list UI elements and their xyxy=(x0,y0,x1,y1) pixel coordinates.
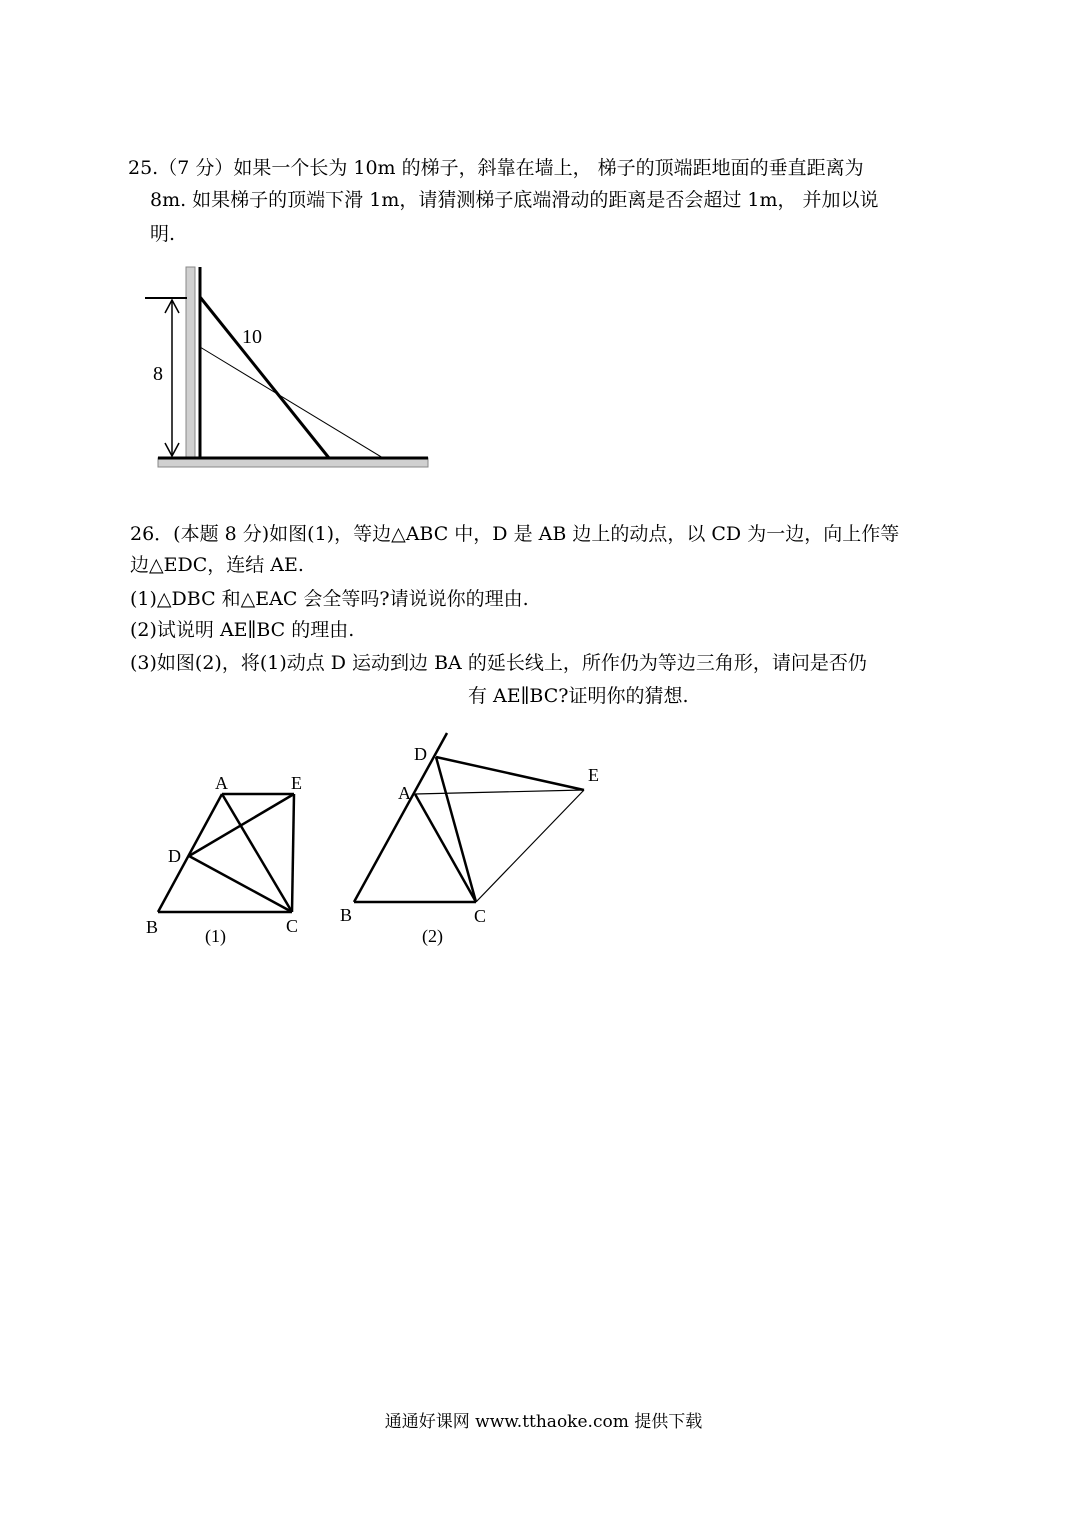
fig1-caption: (1) xyxy=(205,926,226,946)
edge-AE xyxy=(415,790,584,794)
fig1-label-E: E xyxy=(291,773,302,793)
edge-BA-extended xyxy=(354,733,447,902)
q26-part-3-line-1: (3)如图(2)，将(1)动点 D 运动到边 BA 的延长线上，所作仍为等边三角形，请问是否仍 xyxy=(130,652,867,674)
ladder-length-label: 10 xyxy=(242,326,262,348)
fig2-label-A: A xyxy=(398,783,411,803)
edge-EC xyxy=(476,790,584,902)
fig2-label-B: B xyxy=(340,905,353,925)
q26-line-1: 26．(本题 8 分)如图(1)，等边△ABC 中，D 是 AB 边上的动点，以 CD 为一边，向上作等 xyxy=(130,523,900,545)
q26-part-1: (1)△DBC 和△EAC 会全等吗?请说说你的理由. xyxy=(130,588,529,610)
edge-DE xyxy=(436,757,584,790)
fig2-label-E: E xyxy=(588,765,599,785)
fig2-label-C: C xyxy=(474,906,487,926)
fig1-label-C: C xyxy=(286,916,299,936)
edge-DC xyxy=(436,757,476,902)
fig1-label-B: B xyxy=(146,917,159,937)
edge-AC xyxy=(415,794,476,902)
fig2-caption: (2) xyxy=(422,926,443,946)
q25-line-2: 8m. 如果梯子的顶端下滑 1m，请猜测梯子底端滑动的距离是否会超过 1m， 并加以说 xyxy=(150,189,879,211)
q26-part-3-line-2: 有 AE∥BC?证明你的猜想. xyxy=(468,685,689,707)
q25-line-3: 明. xyxy=(150,223,176,245)
q26-part-2: (2)试说明 AE∥BC 的理由. xyxy=(130,619,355,641)
q25-line-1: 25.（7 分）如果一个长为 10m 的梯子，斜靠在墙上， 梯子的顶端距地面的垂直距离为 xyxy=(128,157,864,179)
fig1-label-A: A xyxy=(215,773,228,793)
fig1-label-D: D xyxy=(168,846,181,866)
fig2-label-D: D xyxy=(414,744,427,764)
height-label: 8 xyxy=(153,363,163,385)
q26-line-2: 边△EDC，连结 AE. xyxy=(130,554,304,576)
page-footer: 通通好课网 www.tthaoke.com 提供下载 xyxy=(384,1412,703,1432)
